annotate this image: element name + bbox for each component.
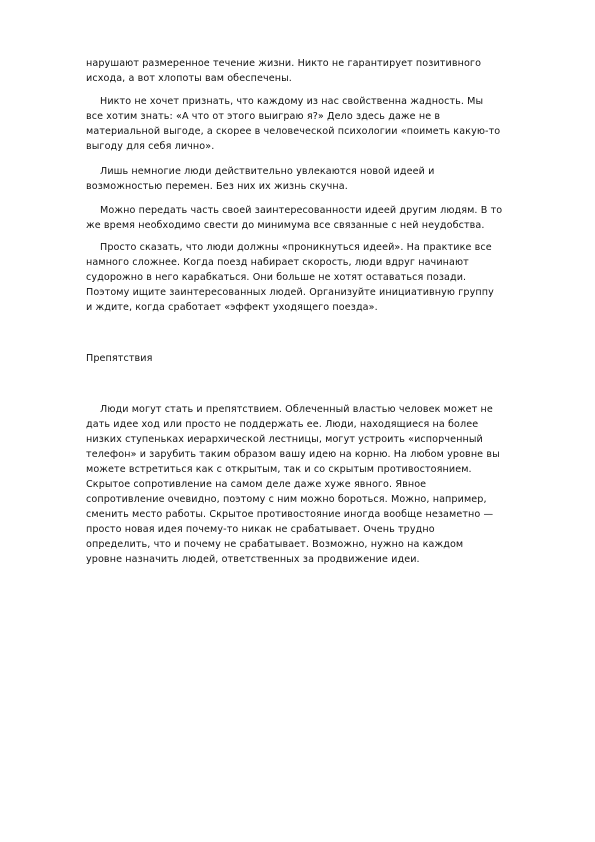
paragraph-text: Просто сказать, что люди должны «проникнуться идеей». На практике все намного сложнее. Когда поезд набирает скорость, люди вдруг начинают судорожно в него карабкаться. Они больше не хотят оставаться позади. Поэтому ищите заинтересованных людей. Организуйте инициативную группу и ждите, когда сработает «эффект уходящего поезда». — [86, 242, 494, 313]
paragraph-share-interest — [86, 203, 541, 233]
paragraph-text: Лишь немногие люди действительно увлекаются новой идеей и возможностью перемен. Без них их жизнь скучна. — [86, 166, 435, 192]
paragraph-enthusiasts — [86, 164, 541, 194]
paragraph-continuation — [86, 56, 541, 86]
paragraph-train-effect — [86, 240, 541, 315]
section-heading-text: Препятствия — [86, 353, 153, 364]
paragraph-text: Люди могут стать и препятствием. Облеченный властью человек может не дать идее ход или просто не поддержать ее. Люди, находящиеся на более низких ступеньках иерархической лестницы, могут устроить «испорченный телефон» и зарубить таким образом вашу идею на корню. На любом уровне вы можете встретиться как с открытым, так и со скрытым противостоянием. Скрытое сопротивление на самом деле даже хуже явного. Явное сопротивление очевидно, поэтому с ним можно бороться. Можно, например, сменить место работы. Скрытое противостояние иногда вообще незаметно — просто новая идея почему-то никак не срабатывает. Очень трудно определить, что и почему не срабатывает. Возможно, нужно на каждом уровне назначить людей, ответственных за продвижение идеи. — [86, 404, 500, 565]
paragraph-obstacles — [86, 402, 541, 567]
section-heading — [86, 351, 541, 366]
paragraph-greed — [86, 94, 541, 154]
paragraph-text: нарушают размеренное течение жизни. Никто не гарантирует позитивного исхода, а вот хлопоты вам обеспечены. — [86, 58, 482, 84]
paragraph-text: Никто не хочет признать, что каждому из нас свойственна жадность. Мы все хотим знать: «А что от этого выиграю я?» Дело здесь даже не в материальной выгоде, а скорее в человеческой психологии «поиметь какую-то выгоду для себя лично». — [86, 96, 501, 152]
paragraph-text: Можно передать часть своей заинтересованности идеей другим людям. В то же время необходимо свести до минимума все связанные с ней неудобства. — [86, 205, 503, 231]
